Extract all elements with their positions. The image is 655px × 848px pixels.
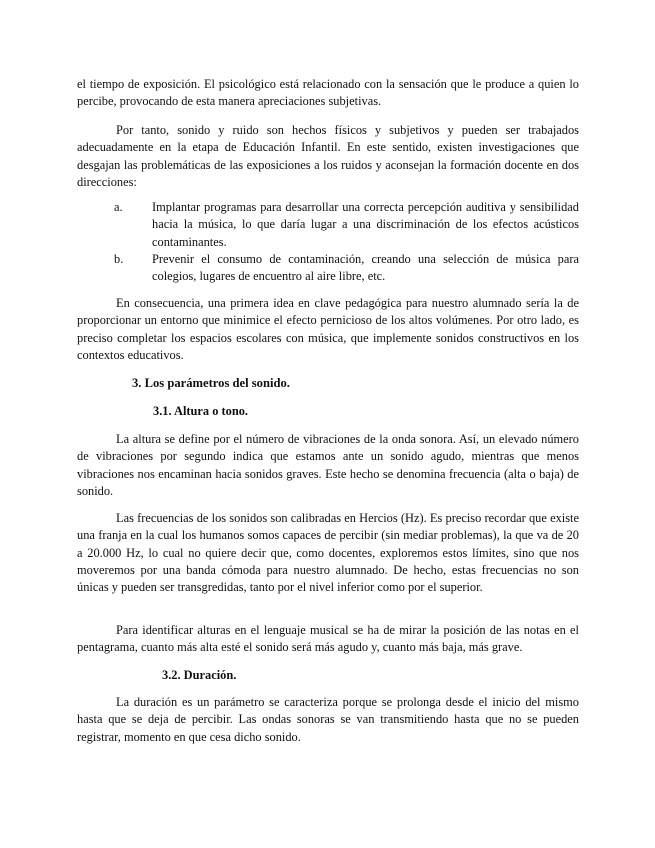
- paragraph-sound-noise: Por tanto, sonido y ruido son hechos físicos y subjetivos y pueden ser trabajados adecuadamente en la etapa de Educación Infantil. En este sentido, existen investigaciones que desgajan las problemáticas de las exposiciones a los ruidos y aconsejan la formación docente en dos direcciones:: [77, 123, 579, 189]
- list-item-text: Prevenir el consumo de contaminación, creando una selección de música para colegios, lugares de encuentro al aire libre, etc.: [152, 252, 579, 284]
- paragraph-musical-language: Para identificar alturas en el lenguaje musical se ha de mirar la posición de las notas en el pentagrama, cuanto más alta esté el sonido será más agudo y, cuanto más baja, más grave.: [77, 623, 579, 655]
- list-marker: a.: [114, 200, 123, 214]
- section-heading: 3. Los parámetros del sonido.: [132, 376, 290, 390]
- list-marker: b.: [114, 252, 124, 266]
- paragraph-frequencies: Las frecuencias de los sonidos son calibradas en Hercios (Hz). Es preciso recordar que existe una franja en la cual los humanos somos capaces de percibir (sin mediar problemas), la que va de 20 a 20.000 Hz, lo cual no quiere decir que, como docentes, exploremos estos límites, sino que nos moveremos por una banda cómoda para nuestro alumnado. De hecho, estas frecuencias no son únicas y pueden ser transgredidas, tanto por el nivel inferior como por el superior.: [77, 511, 579, 595]
- paragraph-consequence: En consecuencia, una primera idea en clave pedagógica para nuestro alumnado sería la de proporcionar un entorno que minimice el efecto pernicioso de los altos volúmenes. Por otro lado, es preciso completar los espacios escolares con música, que implemente sonidos constructivos en los contextos educativos.: [77, 296, 579, 362]
- subsection-heading-duration: 3.2. Duración.: [162, 668, 237, 682]
- paragraph-height-definition: La altura se define por el número de vibraciones de la onda sonora. Así, un elevado número de vibraciones por segundo indica que estamos ante un sonido agudo, mientras que menos vibraciones nos encaminan hacia sonidos graves. Este hecho se denomina frecuencia (alta o baja) de sonido.: [77, 432, 579, 498]
- paragraph-duration: La duración es un parámetro se caracteriza porque se prolonga desde el inicio del mismo hasta que se deja de percibir. Las ondas sonoras se van transmitiendo hasta que no se pueden registrar, momento en que cesa dicho sonido.: [77, 695, 579, 744]
- paragraph-exposure: el tiempo de exposición. El psicológico está relacionado con la sensación que le produce a quien lo percibe, provocando de esta manera apreciaciones subjetivas.: [77, 77, 579, 109]
- subsection-heading-height: 3.1. Altura o tono.: [153, 404, 248, 418]
- list-item-b: [114, 251, 579, 286]
- list-item-a: [114, 199, 579, 251]
- list-item-text: Implantar programas para desarrollar una correcta percepción auditiva y sensibilidad hacia la música, lo que daría lugar a una discriminación de los efectos acústicos contaminantes.: [152, 200, 579, 249]
